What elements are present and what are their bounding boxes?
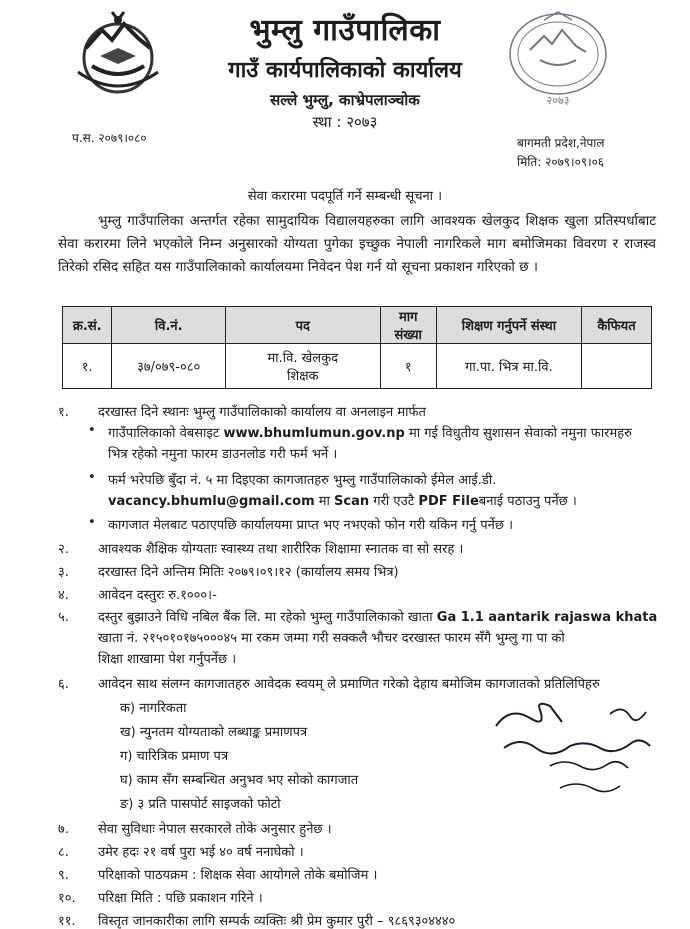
item-text-part: मा	[314, 494, 335, 509]
col-header-vn: वि.नं.	[112, 307, 226, 344]
item-text-part: गरी एउटै	[369, 494, 419, 509]
item-text: दरखास्त दिने स्थानः भुम्लु गाउँपालिकाको कार्यालय वा अनलाइन मार्फत	[98, 405, 426, 420]
account-name: Ga 1.1 aantarik rajaswa khata	[436, 610, 658, 625]
municipality-name: भुम्लु गाउँपालिका	[249, 13, 441, 48]
item-number: १०.	[58, 891, 76, 906]
document-item: घ) काम सँग सम्बन्धित अनुभव भए सोको कागजात	[120, 773, 359, 788]
item-number: ९.	[58, 868, 69, 883]
positions-table	[62, 306, 652, 389]
notice-intro: भुम्लु गाउँपालिका अन्तर्गत रहेका सामुदायिक विद्यालयहरुका लागि आवश्यक खेलकुद शिक्षक खुला प्रतिस्पर्धाबाट सेवा करारमा लिने भएकोले निम्न अनुसारको योग्यता पुगेका इच्छुक नेपाली नागरिकले माग बमोजिमका विवरण र राजस्व तिरेको रसिद सहित यस गाउँपालिकाको कार्यालयमा निवेदन पेश गर्न यो सूचना प्रकाशन गरिएको छ ।	[58, 213, 656, 275]
office-address: सल्ले भुम्लु, काभ्रेपलाञ्चोक	[270, 91, 420, 109]
col-header-count: माग संख्या	[380, 307, 436, 344]
item-text: दरखास्त दिने अन्तिम मितिः २०७९।०९।१२ (कार्यालय समय भित्र)	[98, 565, 399, 580]
item-number: ५.	[58, 610, 69, 625]
notice-date: मिति: २०७९।०९।०६	[517, 155, 605, 169]
cell-post-line1: मा.वि. खेलकुद	[267, 351, 338, 366]
col-header-remarks: कैफियत	[581, 307, 651, 344]
website-link[interactable]: www.bhumlumun.gov.np	[223, 426, 405, 441]
item-text-bold: Scan	[334, 494, 370, 509]
cell-count: १	[380, 344, 436, 389]
document-item: ख) न्युनतम योग्यताको लब्धाङ्क प्रमाणपत्र	[120, 725, 308, 740]
item-number: ७.	[58, 822, 69, 837]
item-number: ६.	[58, 677, 69, 692]
office-name: गाउँ कार्यपालिकाको कार्यालय	[228, 58, 462, 83]
item-text-part: बनाई पठाउनु पर्नेछ ।	[478, 494, 577, 509]
reference-number: प.स. २०७९।०८०	[72, 131, 147, 145]
cell-vn: ३७/०७९-०८०	[112, 344, 226, 389]
item-text: शिक्षा शाखामा पेश गर्नुपर्नेछ ।	[98, 652, 237, 667]
item-text: उमेर हदः २१ वर्ष पुरा भई ४० वर्ष ननाघेको ।	[98, 845, 304, 860]
item-number: ८.	[58, 845, 69, 860]
svg-text:२०७३: २०७३	[546, 94, 570, 107]
document-item: ग) चारित्रिक प्रमाण पत्र	[120, 749, 229, 764]
item-text: आवश्यक शैक्षिक योग्यताः स्वास्थ्य तथा शारीरिक शिक्षामा स्नातक वा सो सरह ।	[98, 542, 464, 557]
item-text-part: मा गई विधुतीय सुशासन सेवाको नमुना फारमहरु	[404, 426, 632, 441]
col-header-institution: शिक्षण गर्नुपर्ने संस्था	[436, 307, 581, 344]
item-text: खाता नं. २१५०१०१७५०००४५ मा रकम जम्मा गरी सक्कलै भौचर दरखास्त फारम सँगै भुम्लु गा पा को	[98, 631, 565, 646]
item-text: आवेदन दस्तुरः रु.१०००।-	[98, 588, 217, 603]
item-text: परिक्षा मिति : पछि प्रकाशन गरिने ।	[98, 891, 263, 906]
cell-sn: १.	[63, 344, 112, 389]
item-text: फर्म भरेपछि बुँदा नं. ५ मा दिइएका कागजातहरु भुम्लु गाउँपालिकाको ईमेल आई.डी.	[108, 473, 497, 488]
col-header-post: पद	[225, 307, 380, 344]
item-text: परिक्षाको पाठयक्रम : शिक्षक सेवा आयोगले तोके बमोजिम ।	[98, 868, 378, 883]
notice-subject: सेवा करारमा पदपूर्ति गर्ने सम्बन्धी सूचना ।	[247, 189, 443, 204]
document-item: क) नागरिकता	[120, 701, 187, 716]
document-item: ङ) ३ प्रति पासपोर्ट साइजको फोटो	[120, 797, 281, 812]
item-number: ३.	[58, 565, 69, 580]
item-text: कागजात मेलबाट पठाएपछि कार्यालयमा प्राप्त भए नभएको फोन गरी यकिन गर्नु पर्नेछ ।	[108, 518, 514, 533]
cell-institution: गा.पा. भित्र मा.वि.	[436, 344, 581, 389]
item-text	[98, 607, 657, 625]
bullet-icon: •	[88, 470, 96, 485]
email-link[interactable]: vacancy.bhumlu@gmail.com	[108, 494, 315, 509]
bullet-icon: •	[88, 423, 96, 438]
bullet-icon: •	[88, 515, 96, 530]
item-number: १.	[58, 405, 69, 420]
item-text: सेवा सुविधाः नेपाल सरकारले तोके अनुसार हुनेछ ।	[98, 822, 332, 837]
item-text	[108, 423, 632, 441]
established-year: स्था : २०७३	[312, 113, 378, 131]
col-header-sn: क्र.सं.	[63, 307, 112, 344]
cell-remarks	[581, 344, 651, 389]
cell-post	[225, 344, 380, 389]
item-text: विस्तृत जानकारीका लागि सम्पर्क व्यक्तिः श्री प्रेम कुमार पुरी – ९८६९३०४४४०	[98, 914, 456, 929]
table-row	[63, 344, 652, 389]
cell-post-line2: शिक्षक	[286, 369, 319, 384]
signature-icon	[490, 696, 660, 806]
province-label: बागमती प्रदेश,नेपाल	[517, 136, 605, 150]
item-number: २.	[58, 542, 69, 557]
table-header-row	[63, 307, 652, 344]
item-text: आवेदन साथ संलग्न कागजातहरु आवेदक स्वयम् ले प्रमाणित गरेको देहाय बमोजिम कागजातको प्रतिलिपिहरु	[98, 677, 600, 692]
item-text-part: दस्तुर बुझाउने विधि नबिल बैंक लि. मा रहेको भुम्लु गाउँपालिकाको खाता	[98, 610, 437, 625]
item-text-part: गाउँपालिकाको वेबसाइट	[108, 426, 224, 441]
item-text	[108, 491, 577, 509]
item-text: भित्र रहेको नमुना फारम डाउनलोड गरी फर्म भर्ने ।	[108, 447, 338, 462]
item-number: ११.	[58, 914, 76, 929]
item-number: ४.	[58, 588, 69, 603]
item-text-bold: PDF File	[418, 494, 479, 509]
municipality-stamp-icon	[500, 8, 610, 108]
